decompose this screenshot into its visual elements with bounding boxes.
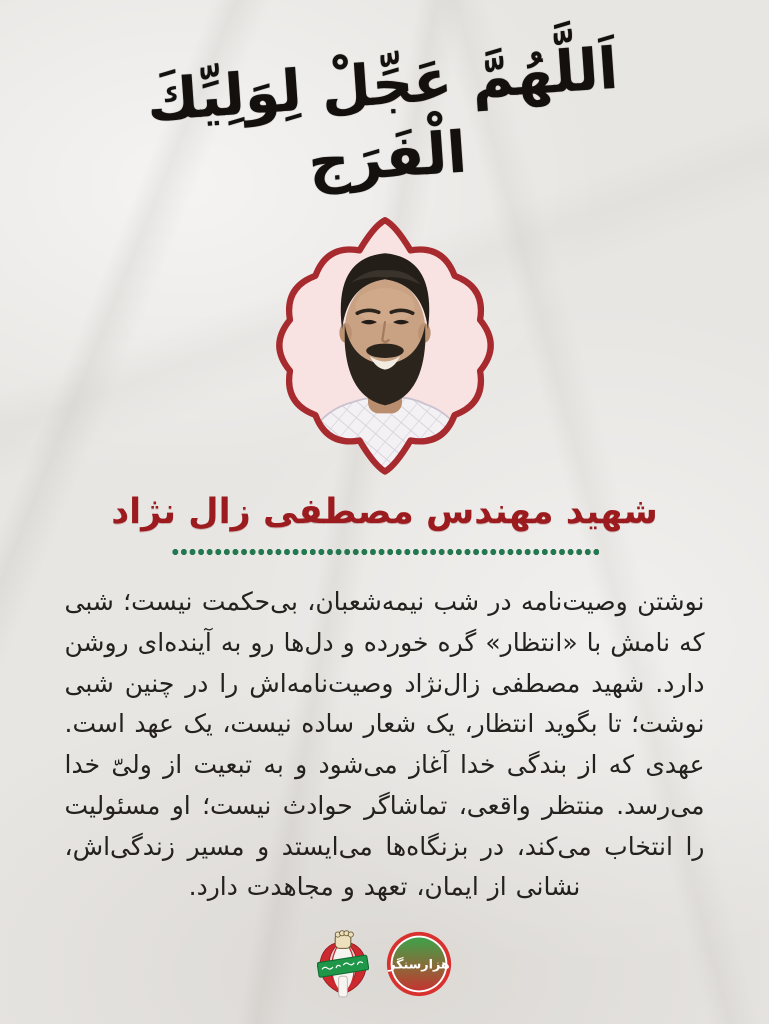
memorial-paragraph: نوشتن وصیت‌نامه در شب نیمه‌شعبان، بی‌حکمت نیست؛ شبی که نامش با «انتظار» گره خورده و دل‌ها رو به آینده‌ای روشن دارد. شهید مصطفی زال‌نژاد وصیت‌نامه‌اش را در چنین شبی نوشت؛ تا بگوید انتظار، یک شعار ساده نیست، یک عهد است. عهدی که از بندگی خدا آغاز می‌شود و به تبعیت از ولیّ خدا می‌رسد. منتظر واقعی، تماشاگر حوادث نیست؛ او مسئولیت را انتخاب می‌کند، در بزنگاه‌ها می‌ایستد و مسیر زندگی‌اش، نشانی از ایمان، تعهد و مجاهدت دارد.	[64, 587, 705, 902]
martyr-name-title: شهید مهندس مصطفی زال نژاد	[111, 492, 658, 532]
faraj-calligraphy: اَللَّهُمَّ عَجِّلْ لِوَلِيِّكَ الْفَرَج	[144, 35, 620, 197]
martyr-portrait-medallion	[258, 208, 512, 490]
hezar-sangar-label: هزارسنگر	[387, 957, 450, 973]
hezar-sangar-badge-icon	[385, 930, 453, 998]
martyr-portrait	[258, 208, 512, 490]
footer-logos	[0, 926, 769, 1002]
raised-fist-icon	[335, 931, 353, 949]
fist-and-banner-emblem-icon	[317, 926, 369, 1002]
dotted-divider	[171, 548, 599, 556]
